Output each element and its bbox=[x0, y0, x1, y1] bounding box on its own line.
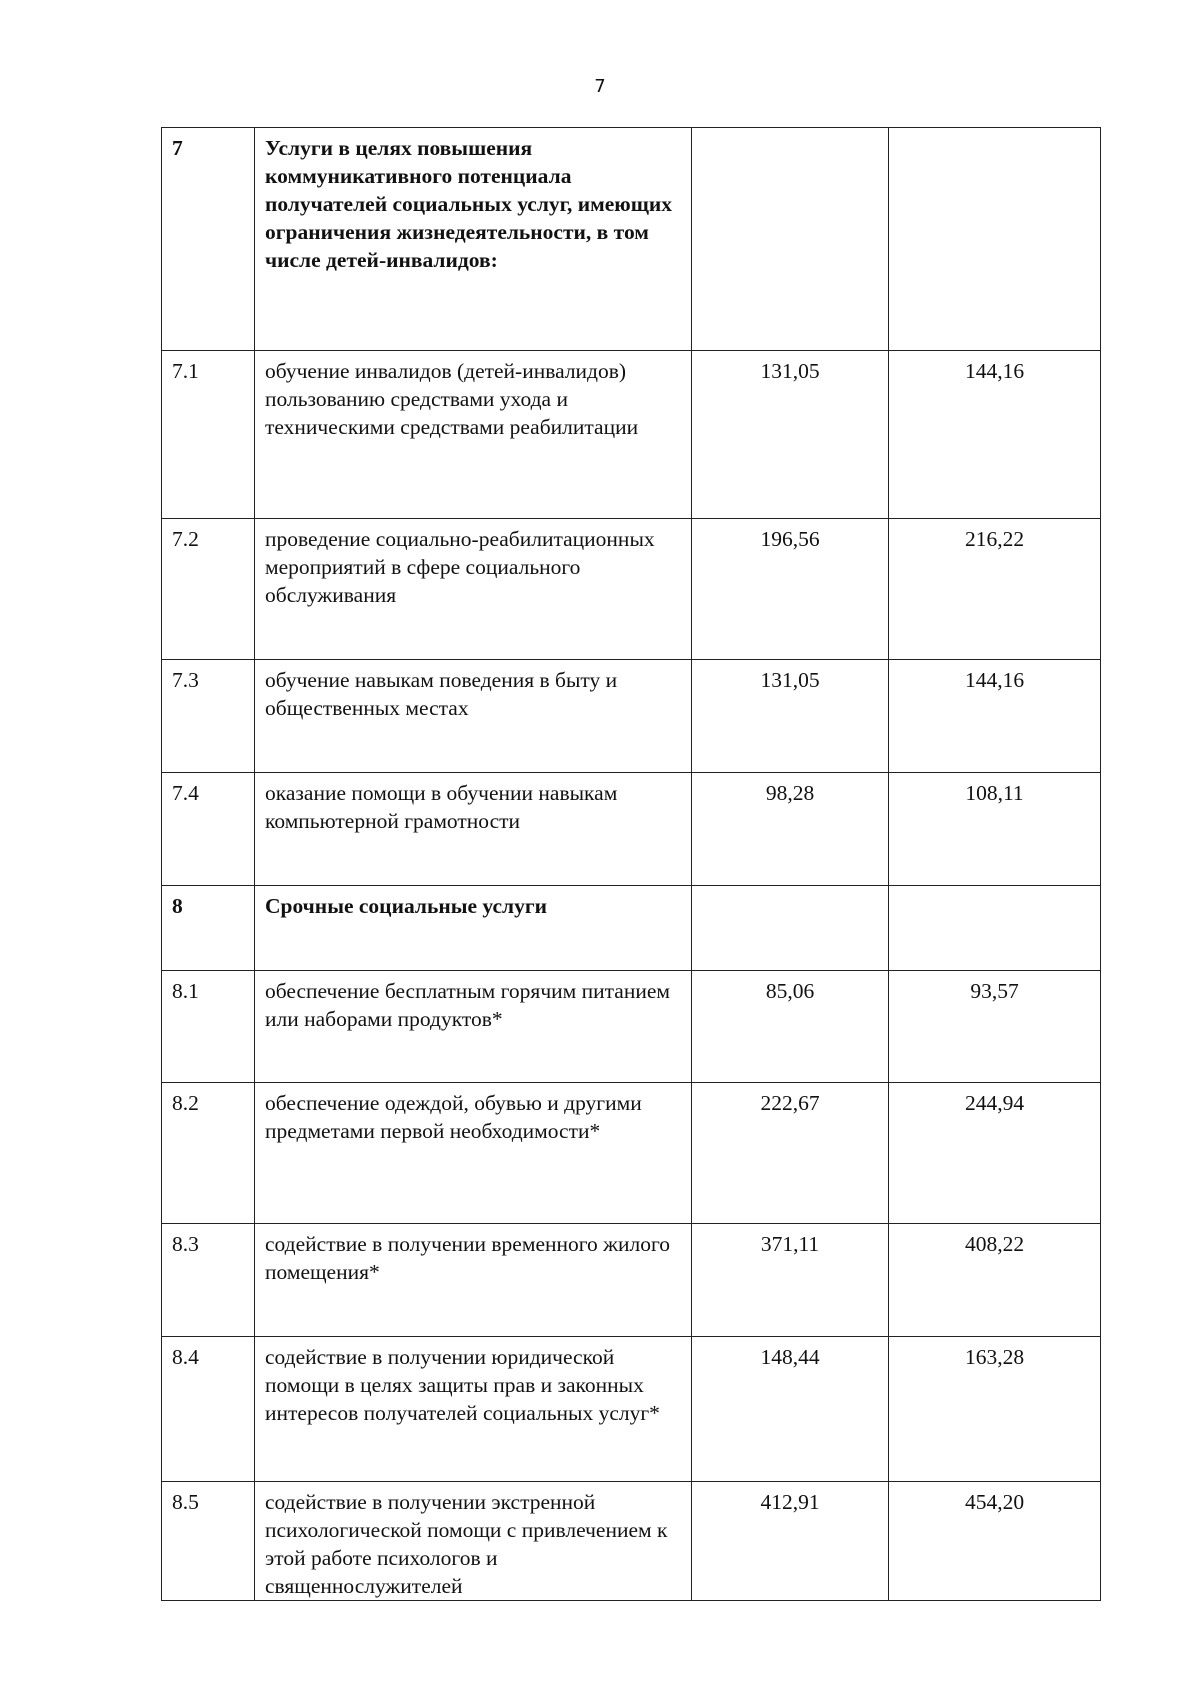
row-number: 8.2 bbox=[172, 1091, 199, 1115]
service-name-cell bbox=[255, 971, 692, 1083]
price-cell-1 bbox=[692, 971, 889, 1083]
row-number: 7 bbox=[172, 136, 183, 160]
price-value-2: 144,16 bbox=[964, 668, 1025, 692]
service-name: обеспечение одеждой, обувью и другими предметами первой необходимости* bbox=[265, 1091, 642, 1143]
service-name-cell bbox=[255, 519, 692, 660]
price-value-2 bbox=[889, 886, 1100, 892]
service-name-cell bbox=[255, 1083, 692, 1224]
row-number-cell bbox=[162, 660, 255, 773]
price-value-2: 93,57 bbox=[970, 979, 1019, 1003]
row-number: 8 bbox=[172, 894, 183, 918]
row-number-cell bbox=[162, 351, 255, 519]
service-name: Срочные социальные услуги bbox=[265, 894, 548, 918]
page-number: 7 bbox=[594, 76, 606, 97]
price-value-1: 196,56 bbox=[760, 527, 820, 551]
price-value-1: 131,05 bbox=[760, 359, 820, 383]
price-value-2: 108,11 bbox=[965, 781, 1024, 805]
service-name: Услуги в целях повышения коммуникативного потенциала получателей социальных услуг, имеющих ограничения жизнедеятельности, в том числе детей-инвалидов: bbox=[265, 136, 673, 272]
row-number: 7.1 bbox=[172, 359, 199, 383]
service-name-cell bbox=[255, 351, 692, 519]
price-value-2: 244,94 bbox=[964, 1091, 1025, 1115]
price-cell-1 bbox=[692, 660, 889, 773]
table-row bbox=[162, 128, 1101, 351]
price-cell-2 bbox=[889, 1337, 1101, 1482]
price-value-2: 454,20 bbox=[964, 1490, 1025, 1514]
row-number-cell bbox=[162, 1337, 255, 1482]
price-value-1: 131,05 bbox=[760, 668, 820, 692]
table-row bbox=[162, 971, 1101, 1083]
table-row bbox=[162, 1337, 1101, 1482]
row-number-cell bbox=[162, 886, 255, 971]
price-cell-2 bbox=[889, 660, 1101, 773]
price-value-1: 412,91 bbox=[760, 1490, 820, 1514]
price-cell-1 bbox=[692, 128, 889, 351]
price-cell-1 bbox=[692, 773, 889, 886]
service-name-cell bbox=[255, 1337, 692, 1482]
row-number-cell bbox=[162, 1083, 255, 1224]
service-name-cell bbox=[255, 1482, 692, 1601]
row-number: 8.4 bbox=[172, 1345, 199, 1369]
row-number-cell bbox=[162, 773, 255, 886]
row-number-cell bbox=[162, 1224, 255, 1337]
service-name-cell bbox=[255, 886, 692, 971]
price-cell-2 bbox=[889, 886, 1101, 971]
service-name: содействие в получении экстренной психологической помощи с привлечением к этой работе психологов и священнослужителей bbox=[265, 1490, 668, 1598]
price-cell-2 bbox=[889, 1224, 1101, 1337]
price-value-2: 216,22 bbox=[964, 527, 1025, 551]
price-cell-1 bbox=[692, 1482, 889, 1601]
price-value-1 bbox=[692, 128, 888, 134]
price-cell-2 bbox=[889, 1083, 1101, 1224]
price-value-1: 98,28 bbox=[765, 781, 815, 805]
table-row bbox=[162, 886, 1101, 971]
table-row bbox=[162, 351, 1101, 519]
table-row bbox=[162, 660, 1101, 773]
table-row bbox=[162, 1083, 1101, 1224]
table-row bbox=[162, 1224, 1101, 1337]
row-number: 8.5 bbox=[172, 1490, 199, 1514]
service-name: обеспечение бесплатным горячим питанием или наборами продуктов* bbox=[265, 979, 670, 1031]
price-cell-2 bbox=[889, 971, 1101, 1083]
price-cell-1 bbox=[692, 351, 889, 519]
row-number-cell bbox=[162, 971, 255, 1083]
service-name-cell bbox=[255, 128, 692, 351]
price-cell-2 bbox=[889, 1482, 1101, 1601]
service-name: содействие в получении юридической помощи в целях защиты прав и законных интересов получателей социальных услуг* bbox=[265, 1345, 660, 1425]
row-number: 7.3 bbox=[172, 668, 199, 692]
price-cell-1 bbox=[692, 1337, 889, 1482]
price-value-1 bbox=[692, 886, 888, 892]
price-value-2: 144,16 bbox=[964, 359, 1025, 383]
price-value-1: 148,44 bbox=[760, 1345, 820, 1369]
price-value-2: 163,28 bbox=[964, 1345, 1025, 1369]
row-number-cell bbox=[162, 519, 255, 660]
services-price-table bbox=[161, 127, 1101, 1601]
row-number-cell bbox=[162, 1482, 255, 1601]
service-name: оказание помощи в обучении навыкам компьютерной грамотности bbox=[265, 781, 618, 833]
service-name-cell bbox=[255, 660, 692, 773]
service-name-cell bbox=[255, 773, 692, 886]
price-cell-2 bbox=[889, 128, 1101, 351]
row-number: 8.3 bbox=[172, 1232, 199, 1256]
price-cell-1 bbox=[692, 886, 889, 971]
row-number-cell bbox=[162, 128, 255, 351]
row-number: 7.2 bbox=[172, 527, 199, 551]
price-value-1: 85,06 bbox=[765, 979, 815, 1003]
price-cell-2 bbox=[889, 519, 1101, 660]
price-value-2: 408,22 bbox=[964, 1232, 1025, 1256]
price-cell-2 bbox=[889, 351, 1101, 519]
price-cell-1 bbox=[692, 519, 889, 660]
row-number: 7.4 bbox=[172, 781, 199, 805]
service-name: обучение навыкам поведения в быту и общественных местах bbox=[265, 668, 618, 720]
row-number: 8.1 bbox=[172, 979, 199, 1003]
service-name: обучение инвалидов (детей-инвалидов) пользованию средствами ухода и техническими средствами реабилитации bbox=[265, 359, 639, 439]
service-name: проведение социально-реабилитационных мероприятий в сфере социального обслуживания bbox=[265, 527, 655, 607]
price-value-2 bbox=[889, 128, 1100, 134]
table-row bbox=[162, 1482, 1101, 1601]
price-cell-1 bbox=[692, 1224, 889, 1337]
table-row bbox=[162, 773, 1101, 886]
table-row bbox=[162, 519, 1101, 660]
service-name: содействие в получении временного жилого помещения* bbox=[265, 1232, 671, 1284]
service-name-cell bbox=[255, 1224, 692, 1337]
price-value-1: 222,67 bbox=[760, 1091, 820, 1115]
price-value-1: 371,11 bbox=[760, 1232, 820, 1256]
price-cell-1 bbox=[692, 1083, 889, 1224]
price-cell-2 bbox=[889, 773, 1101, 886]
